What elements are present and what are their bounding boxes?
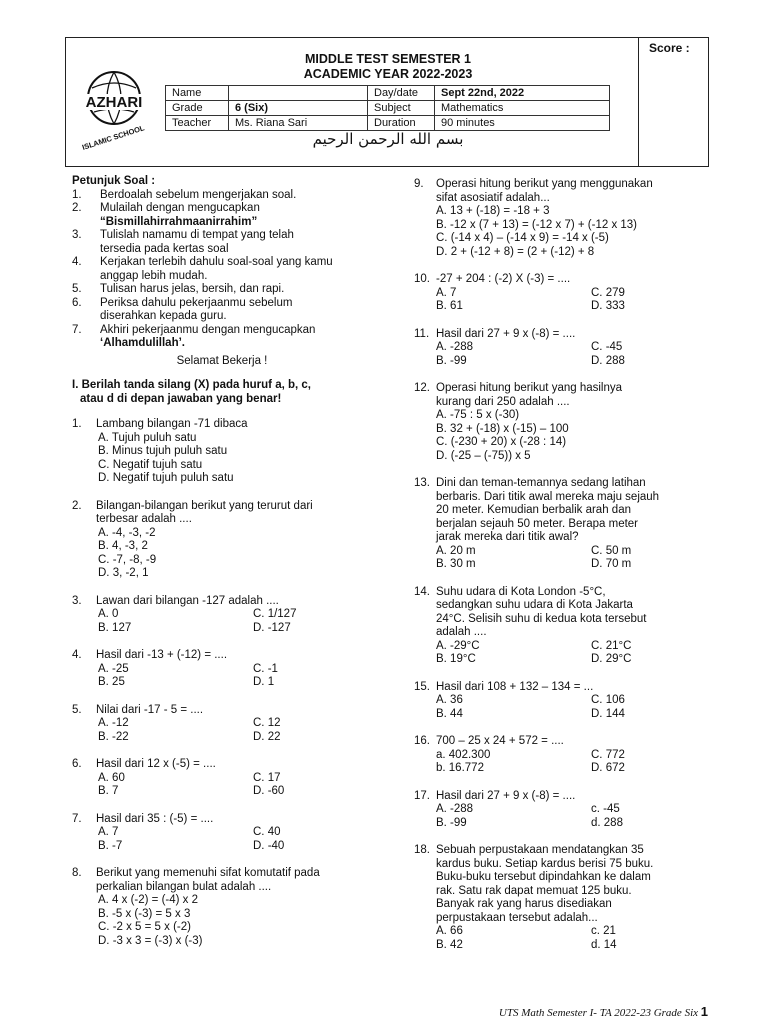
instruction-line: tersedia pada kertas soal [100, 242, 229, 255]
question-text [436, 273, 570, 287]
answer-option[interactable]: D. (-25 – (-75)) x 5 [436, 449, 531, 462]
section-heading [72, 379, 372, 406]
answer-option[interactable]: B. 32 + (-18) x (-15) – 100 [436, 422, 569, 435]
answer-option[interactable]: D. 288 [591, 354, 625, 367]
answer-options [72, 432, 372, 486]
instruction-text [100, 324, 315, 351]
answer-option[interactable]: c. 21 [591, 925, 616, 937]
question-stem [414, 735, 714, 749]
answer-option[interactable]: B. 19°C [436, 653, 476, 665]
question-16 [414, 735, 714, 776]
question-line: Lambang bilangan -71 dibaca [96, 418, 248, 430]
answer-option[interactable]: D. -127 [253, 621, 291, 634]
question-line: berbaris. Dari titik awal mereka maju sejauh [436, 490, 660, 503]
answer-option[interactable]: D. 70 m [591, 558, 632, 570]
instruction-line: Tulisan harus jelas, bersih, dan rapi. [100, 283, 285, 295]
name-value[interactable] [229, 86, 368, 101]
school-logo [70, 58, 158, 158]
answer-options [414, 341, 714, 368]
grade-value: 6 (Six) [229, 101, 368, 116]
subject-label: Subject [368, 101, 435, 116]
question-18 [414, 844, 714, 952]
question-9 [414, 178, 714, 259]
answer-options [72, 527, 372, 581]
title-line-1: MIDDLE TEST SEMESTER 1 [305, 52, 471, 66]
question-text [96, 595, 279, 609]
question-line: Hasil dari -13 + (-12) = .... [96, 649, 228, 661]
answer-option[interactable]: C. 106 [591, 694, 625, 706]
question-13 [414, 477, 714, 572]
question-text [436, 328, 575, 342]
answer-options [72, 663, 372, 690]
question-line: kurang dari 250 adalah .... [436, 395, 570, 408]
instruction-item [72, 229, 372, 256]
instruction-line: diserahkan kepada guru. [100, 310, 227, 322]
question-number: 16. [414, 735, 430, 747]
answer-option[interactable]: B. -5 x (-3) = 5 x 3 [98, 907, 191, 920]
footer-text: UTS Math Semester I- TA 2022-23 Grade Six [498, 1007, 699, 1019]
question-10 [414, 273, 714, 314]
question-1 [72, 418, 372, 486]
instruction-line: ‘Alhamdulillah’. [100, 337, 185, 349]
question-line: terbesar adalah .... [96, 513, 192, 525]
answer-option[interactable]: B. -7 [98, 839, 123, 852]
question-text [436, 382, 622, 409]
question-stem [72, 418, 372, 432]
answer-option[interactable]: c. -45 [591, 803, 620, 815]
answer-option[interactable]: C. 1/127 [253, 608, 297, 620]
answer-option[interactable]: A. -288 [436, 803, 474, 815]
answer-option[interactable]: D. 22 [253, 730, 281, 743]
answer-option[interactable]: B. -99 [436, 816, 467, 829]
answer-option[interactable]: C. (-14 x 4) – (-14 x 9) = -14 x (-5) [436, 232, 609, 244]
answer-options [414, 694, 714, 721]
question-line: rak. Satu rak dapat memuat 125 buku. [436, 884, 632, 897]
bismillah: بسم الله الرحمن الرحيم [312, 130, 464, 148]
question-line: Operasi hitung berikut yang hasilnya [436, 382, 623, 394]
question-text [436, 477, 659, 545]
question-11 [414, 328, 714, 369]
question-number: 2. [72, 499, 82, 512]
answer-option[interactable]: d. 288 [591, 816, 623, 829]
question-number: 5. [72, 703, 82, 716]
question-line: perpustakaan tersebut adalah... [436, 911, 598, 924]
instruction-item [72, 297, 372, 324]
instruction-text [100, 189, 296, 203]
answer-option[interactable]: D. 29°C [591, 653, 632, 665]
question-stem [72, 704, 372, 718]
answer-options [414, 205, 714, 259]
answer-option[interactable]: A. 0 [98, 608, 119, 620]
exam-title [160, 52, 616, 82]
answer-option[interactable]: D. -3 x 3 = (-3) x (-3) [98, 934, 203, 947]
question-stem [414, 382, 714, 409]
answer-option[interactable]: b. 16.772 [436, 762, 484, 774]
instructions-title: Petunjuk Soal : [72, 175, 156, 187]
question-line: Hasil dari 35 : (-5) = .... [96, 812, 214, 825]
question-stem [72, 500, 372, 527]
teacher-label: Teacher [166, 116, 229, 131]
question-line: jarak mereka dari titik awal? [436, 531, 579, 543]
question-6 [72, 758, 372, 799]
teacher-value: Ms. Riana Sari [229, 116, 368, 131]
question-line: berjalan sejauh 50 meter. Berapa meter [436, 517, 639, 530]
answer-option[interactable]: A. -29°C [436, 639, 480, 652]
question-text [96, 813, 213, 827]
page-number: 1 [700, 1004, 708, 1019]
page-footer [499, 1004, 708, 1019]
question-number: 18. [414, 844, 430, 856]
answer-option[interactable]: A. 7 [436, 286, 457, 299]
answer-option[interactable]: C. 279 [591, 286, 625, 299]
answer-options [414, 287, 714, 314]
daydate-value: Sept 22nd, 2022 [435, 86, 610, 101]
question-text [96, 704, 203, 718]
instruction-item [72, 283, 372, 297]
answer-option[interactable]: C. 12 [253, 717, 281, 729]
question-text [436, 790, 575, 804]
question-text [96, 500, 313, 527]
answer-option[interactable]: D. 1 [253, 676, 275, 688]
answer-options [72, 772, 372, 799]
instruction-line: Kerjakan terlebih dahulu soal-soal yang kamu [100, 256, 333, 268]
questions-right [414, 178, 714, 952]
question-line: Banyak rak yang harus disediakan [436, 898, 612, 910]
question-stem [72, 595, 372, 609]
question-text [96, 758, 216, 772]
question-5 [72, 704, 372, 745]
question-text [436, 735, 564, 749]
name-label: Name [166, 86, 229, 101]
answer-option[interactable]: A. -25 [98, 662, 129, 675]
question-2 [72, 500, 372, 581]
score-label: Score : [649, 41, 690, 55]
instruction-line: Akhiri pekerjaanmu dengan mengucapkan [100, 323, 316, 336]
logo-subtext: ISLAMIC SCHOOL [80, 123, 146, 152]
title-line-2: ACADEMIC YEAR 2022-2023 [303, 67, 473, 81]
answer-option[interactable]: A. 36 [436, 694, 463, 706]
daydate-label: Day/date [368, 86, 435, 101]
question-15 [414, 681, 714, 722]
question-number: 11. [414, 327, 430, 340]
duration-label: Duration [368, 116, 435, 131]
question-line: Berikut yang memenuhi sifat komutatif pada [96, 867, 320, 879]
answer-option[interactable]: B. 127 [98, 621, 132, 634]
question-stem [414, 586, 714, 640]
question-number: 3. [72, 594, 82, 607]
question-stem [72, 758, 372, 772]
answer-option[interactable]: C. 40 [253, 826, 281, 838]
question-stem [414, 273, 714, 287]
question-line: sedangkan suhu udara di Kota Jakarta [436, 599, 633, 611]
question-number: 15. [414, 680, 430, 693]
answer-option[interactable]: A. 13 + (-18) = -18 + 3 [436, 205, 550, 217]
instruction-number: 4. [72, 256, 82, 268]
question-text [96, 649, 227, 663]
question-stem [414, 477, 714, 545]
answer-option[interactable]: D. 672 [591, 762, 625, 774]
answer-option[interactable]: A. 60 [98, 771, 125, 784]
answer-option[interactable]: B. 4, -3, 2 [98, 540, 148, 552]
question-line: Sebuah perpustakaan mendatangkan 35 [436, 844, 644, 856]
answer-options [414, 640, 714, 667]
answer-option[interactable]: B. 44 [436, 707, 463, 720]
answer-option[interactable]: B. -22 [98, 730, 129, 743]
question-stem [72, 649, 372, 663]
question-line: Dini dan teman-temannya sedang latihan [436, 477, 646, 489]
instruction-item [72, 256, 372, 283]
question-17 [414, 790, 714, 831]
question-number: 6. [72, 758, 82, 770]
question-stem [72, 867, 372, 894]
answer-options [414, 803, 714, 830]
question-line: -27 + 204 : (-2) X (-3) = .... [436, 273, 571, 285]
instruction-text [100, 297, 292, 324]
question-line: kardus buku. Setiap kardus berisi 75 buku. [436, 857, 654, 870]
instruction-number: 3. [72, 229, 82, 241]
answer-option[interactable]: B. 42 [436, 938, 463, 951]
answer-option[interactable]: B. Minus tujuh puluh satu [98, 445, 228, 457]
instruction-line: Mulailah dengan mengucapkan [100, 202, 260, 214]
question-text [436, 178, 653, 205]
question-stem [414, 844, 714, 925]
instruction-line: “Bismillahirrahmaanirrahim” [100, 215, 258, 228]
instruction-text [100, 283, 284, 297]
answer-option[interactable]: D. Negatif tujuh puluh satu [98, 472, 234, 484]
answer-option[interactable]: A. -4, -3, -2 [98, 526, 156, 539]
closing-text: Selamat Bekerja ! [176, 354, 268, 367]
question-7 [72, 813, 372, 854]
question-line: 20 meter. Kemudian berbalik arah dan [436, 504, 631, 516]
instruction-number: 7. [72, 323, 82, 336]
answer-option[interactable]: C. -2 x 5 = 5 x (-2) [98, 921, 191, 933]
question-4 [72, 649, 372, 690]
right-column [414, 178, 714, 966]
student-info-table [165, 85, 610, 131]
section-line-1: I. Berilah tanda silang (X) pada huruf a, b, c, [72, 379, 311, 391]
answer-option[interactable]: A. -288 [436, 341, 474, 353]
answer-options [414, 545, 714, 572]
subject-value: Mathematics [435, 101, 610, 116]
answer-option[interactable]: A. -12 [98, 717, 129, 729]
instruction-line: Berdoalah sebelum mengerjakan soal. [100, 188, 297, 201]
question-stem [72, 813, 372, 827]
question-number: 4. [72, 649, 82, 661]
questions-left [72, 418, 372, 948]
grade-label: Grade [166, 101, 229, 116]
instruction-line: Tulislah namamu di tempat yang telah [100, 229, 294, 241]
question-stem [414, 681, 714, 695]
instruction-item [72, 189, 372, 203]
question-number: 13. [414, 477, 430, 489]
question-number: 1. [72, 418, 82, 430]
answer-option[interactable]: C. Negatif tujuh satu [98, 458, 203, 471]
question-line: Lawan dari bilangan -127 adalah .... [96, 594, 279, 607]
question-line: 700 – 25 x 24 + 572 = .... [436, 735, 564, 747]
instruction-line: Periksa dahulu pekerjaanmu sebelum [100, 296, 293, 309]
question-line: Operasi hitung berikut yang menggunakan [436, 178, 653, 190]
question-number: 14. [414, 585, 430, 598]
question-8 [72, 867, 372, 948]
answer-option[interactable]: C. -45 [591, 341, 623, 353]
question-line: Bilangan-bilangan berikut yang terurut dari [96, 499, 313, 512]
answer-option[interactable]: C. -7, -8, -9 [98, 553, 157, 566]
question-line: Hasil dari 27 + 9 x (-8) = .... [436, 327, 576, 340]
logo-text: AZHARI [85, 94, 143, 111]
answer-option[interactable]: D. 333 [591, 300, 625, 312]
question-line: Suhu udara di Kota London -5°C, [436, 585, 606, 598]
instruction-text [100, 202, 260, 229]
answer-option[interactable]: C. 17 [253, 771, 281, 784]
question-line: Hasil dari 108 + 132 – 134 = ... [436, 680, 594, 693]
question-stem [414, 178, 714, 205]
answer-option[interactable]: B. -99 [436, 354, 467, 367]
answer-options [414, 409, 714, 463]
answer-option[interactable]: D. 2 + (-12 + 8) = (2 + (-12) + 8 [436, 245, 595, 258]
question-number: 12. [414, 382, 430, 394]
answer-option[interactable]: A. 4 x (-2) = (-4) x 2 [98, 894, 199, 906]
instruction-item [72, 324, 372, 351]
question-text [96, 867, 320, 894]
instruction-text [100, 256, 333, 283]
answer-option[interactable]: C. 21°C [591, 639, 632, 652]
question-line: Hasil dari 12 x (-5) = .... [96, 758, 216, 770]
question-number: 9. [414, 178, 424, 190]
answer-option[interactable]: B. -12 x (7 + 13) = (-12 x 7) + (-12 x 13) [436, 218, 638, 231]
answer-option[interactable]: A. 66 [436, 925, 463, 937]
answer-option[interactable]: A. 20 m [436, 544, 476, 557]
question-number: 10. [414, 273, 430, 285]
answer-option[interactable]: a. 402.300 [436, 748, 491, 761]
question-line: adalah .... [436, 626, 487, 638]
answer-option[interactable]: B. 61 [436, 300, 463, 312]
answer-options [414, 749, 714, 776]
answer-options [72, 826, 372, 853]
question-text [436, 681, 593, 695]
answer-option[interactable]: B. 25 [98, 676, 125, 688]
question-line: Hasil dari 27 + 9 x (-8) = .... [436, 789, 576, 802]
question-line: 24°C. Selisih suhu di kedua kota tersebut [436, 612, 647, 625]
answer-options [72, 717, 372, 744]
question-text [436, 586, 646, 640]
question-text [96, 418, 248, 432]
answer-option[interactable]: C. (-230 + 20) x (-28 : 14) [436, 436, 567, 448]
instruction-number: 1. [72, 188, 82, 201]
answer-option[interactable]: A. 7 [98, 826, 119, 838]
question-line: Nilai dari -17 - 5 = .... [96, 703, 204, 716]
answer-option[interactable]: D. -40 [253, 839, 285, 852]
answer-option[interactable]: D. 3, -2, 1 [98, 567, 149, 579]
question-line: sifat asosiatif adalah... [436, 191, 550, 204]
question-stem [414, 790, 714, 804]
instruction-item [72, 202, 372, 229]
question-14 [414, 586, 714, 667]
answer-options [414, 925, 714, 952]
answer-option[interactable]: C. -1 [253, 662, 278, 675]
duration-value: 90 minutes [435, 116, 610, 131]
answer-option[interactable]: D. 144 [591, 707, 625, 720]
answer-option[interactable]: C. 50 m [591, 544, 632, 557]
answer-option[interactable]: d. 14 [591, 938, 617, 951]
score-box [639, 37, 709, 167]
instruction-number: 6. [72, 296, 82, 309]
question-number: 17. [414, 789, 430, 802]
instruction-number: 5. [72, 283, 82, 295]
question-number: 8. [72, 867, 82, 879]
answer-option[interactable]: D. -60 [253, 785, 285, 797]
instruction-number: 2. [72, 202, 82, 214]
instruction-line: anggap lebih mudah. [100, 269, 208, 282]
question-3 [72, 595, 372, 636]
instructions-list [72, 189, 372, 351]
answer-option[interactable]: A. -75 : 5 x (-30) [436, 409, 520, 421]
question-text [436, 844, 653, 925]
answer-options [72, 894, 372, 948]
question-number: 7. [72, 812, 82, 825]
instruction-text [100, 229, 294, 256]
answer-option[interactable]: B. 30 m [436, 558, 476, 570]
question-stem [414, 328, 714, 342]
question-line: perkalian bilangan bulat adalah .... [96, 880, 272, 893]
section-line-2: atau d di depan jawaban yang benar! [80, 392, 282, 405]
answer-options [72, 608, 372, 635]
left-column [72, 175, 372, 962]
answer-option[interactable]: B. 7 [98, 785, 119, 797]
answer-option[interactable]: A. Tujuh puluh satu [98, 431, 197, 444]
answer-option[interactable]: C. 772 [591, 748, 625, 761]
question-line: Buku-buku tersebut dipindahkan ke dalam [436, 871, 651, 883]
question-12 [414, 382, 714, 463]
